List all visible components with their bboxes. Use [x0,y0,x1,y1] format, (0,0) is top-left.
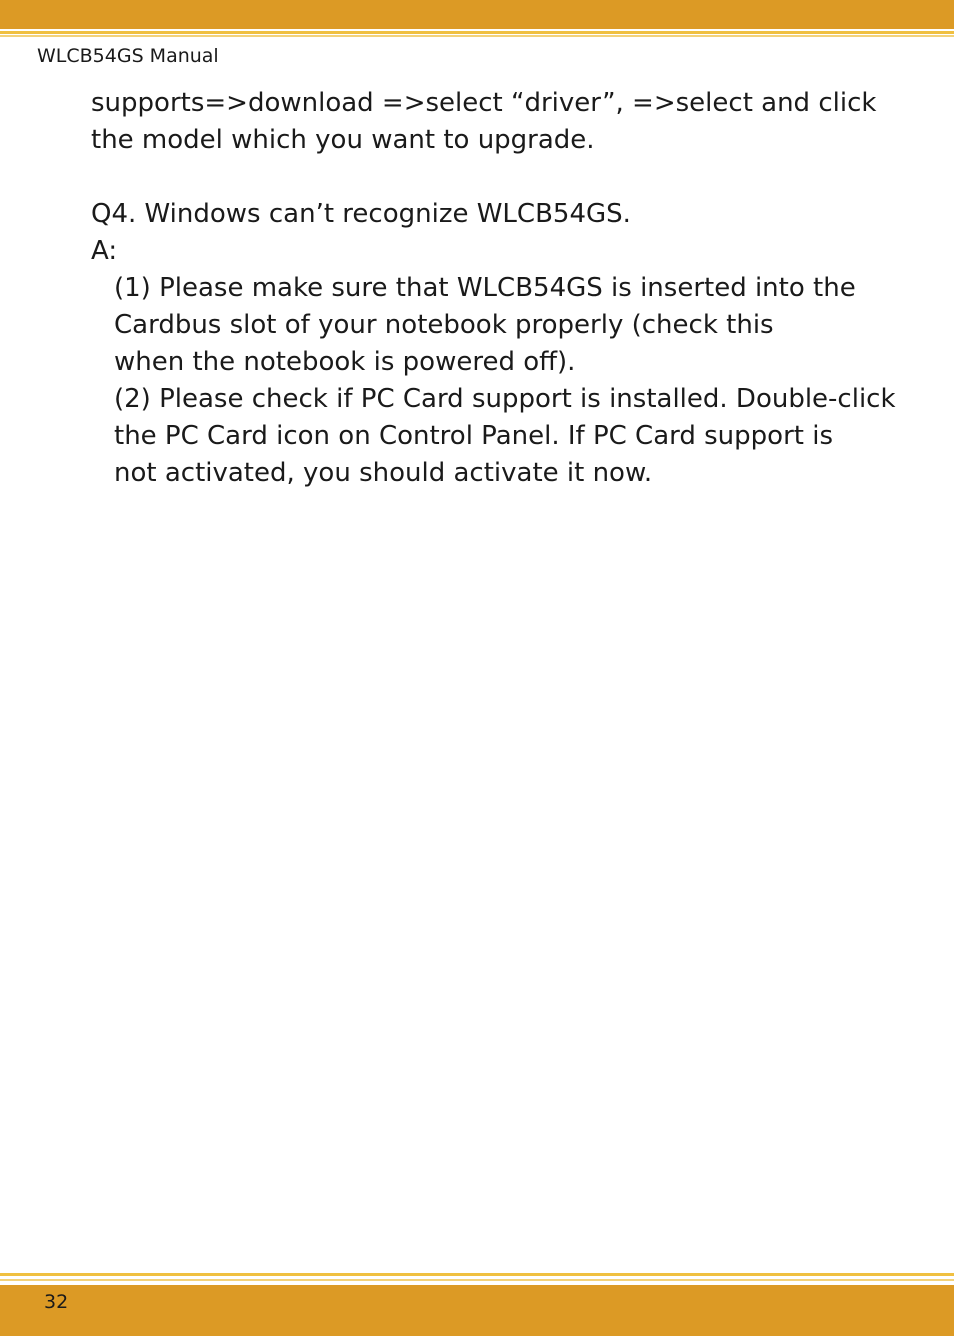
footer-bar [0,1285,954,1336]
paragraph-gap [91,159,881,196]
question-heading: Q4. Windows can’t recognize WLCB54GS. [91,199,631,229]
header-rule [0,31,954,34]
manual-title: WLCB54GS Manual [37,45,219,67]
header-rule-thin [0,35,954,37]
page-number: 32 [44,1291,69,1313]
answer-item-line: the PC Card icon on Control Panel. If PC Card support is [114,421,833,451]
header-bar [0,0,954,29]
continued-text-line: the model which you want to upgrade. [91,125,595,155]
page-content [91,85,896,492]
answer-item-2 [91,381,896,492]
answer-item-line: (2) Please check if PC Card support is installed. Double-click [114,384,896,414]
answer-item-line: when the notebook is powered off). [114,347,576,377]
answer-item-1 [91,270,881,381]
continued-text-line: supports=>download =>select “driver”, =>select and click [91,88,877,118]
answer-item-line: (1) Please make sure that WLCB54GS is inserted into the [114,273,856,303]
answer-label: A: [91,236,118,266]
answer-item-line: not activated, you should activate it now. [114,458,653,488]
footer-rule [0,1279,954,1281]
footer-rule-thin [0,1273,954,1276]
answer-item-line: Cardbus slot of your notebook properly (check this [114,310,774,340]
